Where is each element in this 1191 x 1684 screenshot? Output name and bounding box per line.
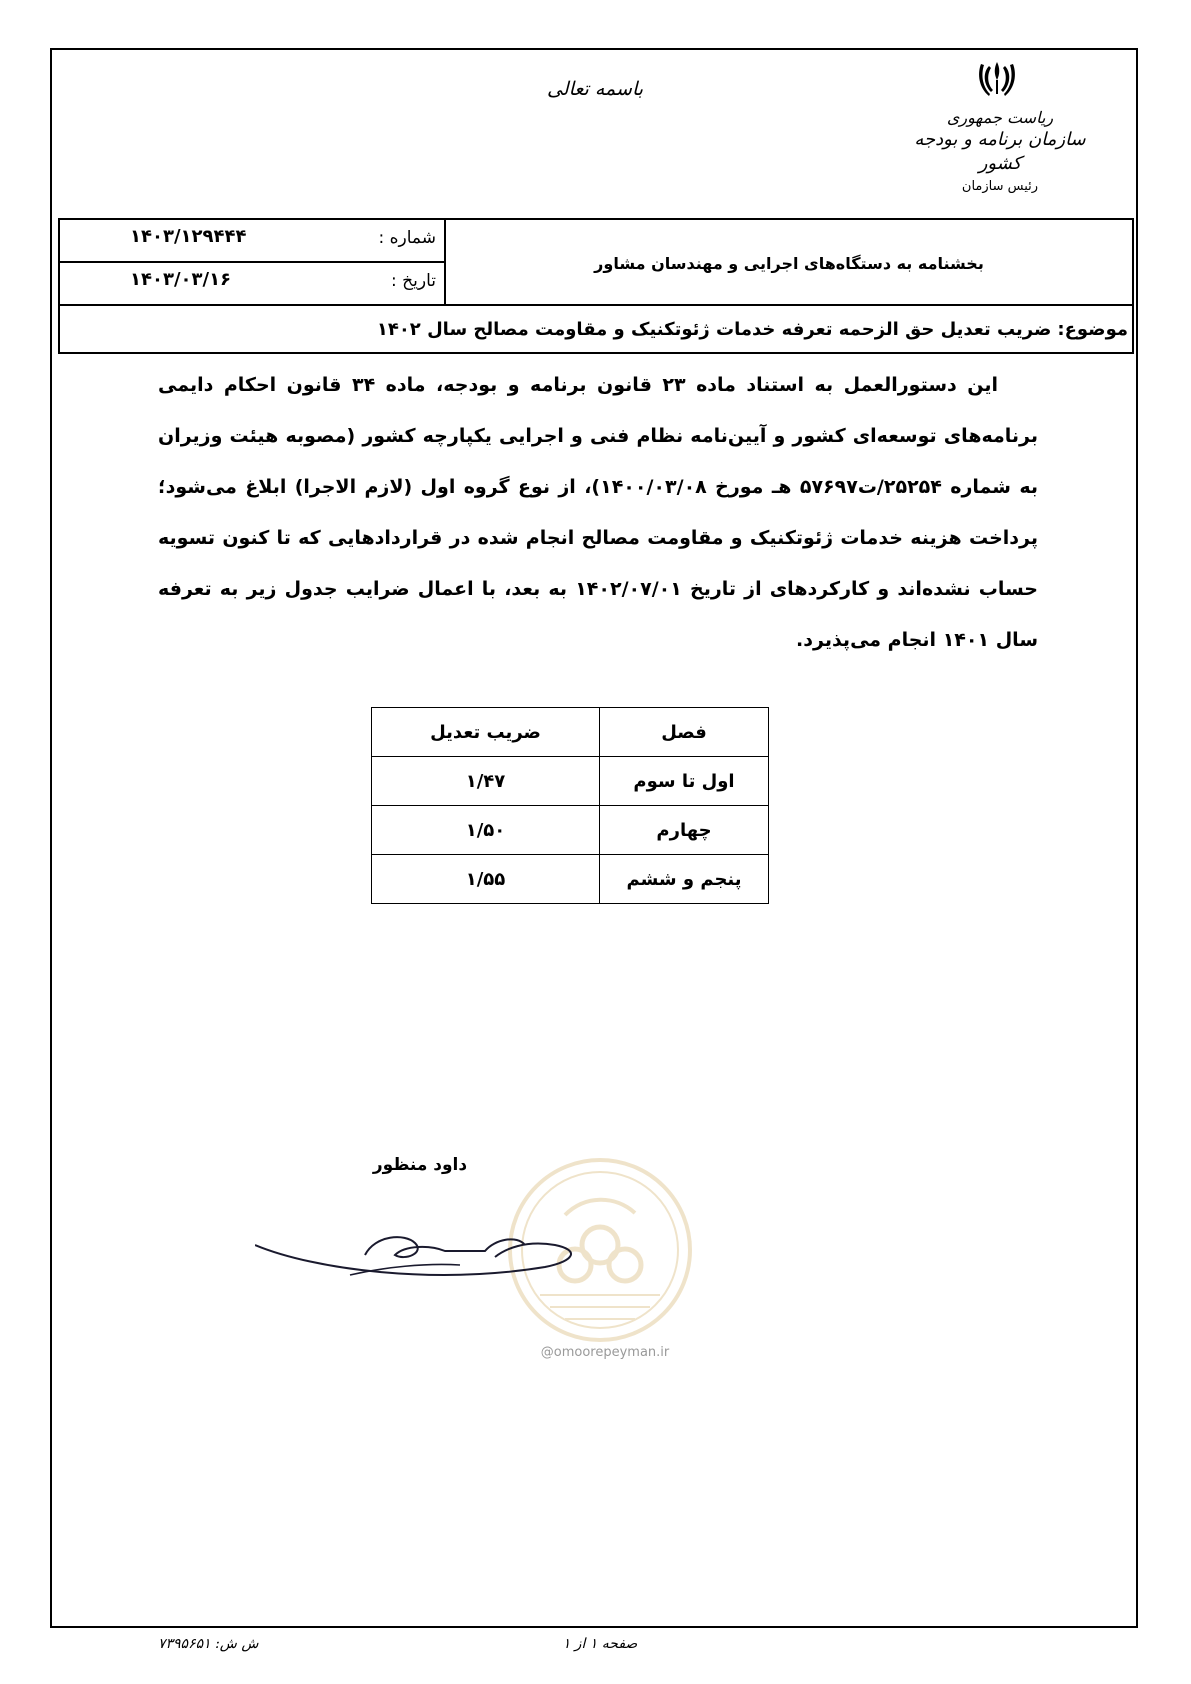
body-paragraph: [158, 360, 1038, 666]
table-row: [372, 806, 769, 855]
table-row: [372, 855, 769, 904]
organization-block: [900, 108, 1100, 198]
recipient-text: بخشنامه به دستگاه‌های اجرایی و مهندسان مشاور: [594, 253, 984, 273]
table-header-row: [372, 708, 769, 757]
date-value: ۱۴۰۳/۰۳/۱۶: [130, 269, 232, 290]
table-cell-coefficient: ۱/۴۷: [372, 757, 600, 806]
iran-emblem-icon: [975, 58, 1019, 102]
table-header-coefficient: ضریب تعدیل: [372, 708, 600, 757]
handwritten-signature: [255, 1215, 585, 1295]
date-label: تاریخ :: [391, 271, 436, 291]
page-number: صفحه ۱ از ۱: [562, 1636, 638, 1652]
subject-row: [60, 306, 1132, 352]
tracking-code: ش ش: ۷۳۹۵۶۵۱: [158, 1636, 259, 1652]
org-name: سازمان برنامه و بودجه کشور: [914, 129, 1086, 174]
header-row: [60, 220, 1132, 306]
signer-name: داود منظور: [372, 1155, 468, 1175]
body-paragraph-text: این دستورالعمل به استناد ماده ۲۳ قانون برنامه و بودجه، ماده ۳۴ قانون احکام دایمی برنامه‌های توسعه‌ای کشور و آیین‌نامه نظام فنی و اجرایی یکپارچه کشور (مصوبه هیئت وزیران به شماره ۲۵۲۵۴/ت۵۷۶۹۷ هـ مورخ ۱۴۰۰/۰۳/۰۸)، از نوع گروه اول (لازم الاجرا) ابلاغ می‌شود؛ پرداخت هزینه خدمات ژئوتکنیک و مقاومت مصالح انجام شده در قراردادهایی که تا کنون تسویه حساب نشده‌اند و کارکردهای از تاریخ ۱۴۰۲/۰۷/۰۱ به بعد، با اعمال ضرایب جدول زیر به تعرفه سال ۱۴۰۱ انجام می‌پذیرد.: [158, 374, 1039, 651]
table-header-section: فصل: [600, 708, 769, 757]
table-cell-section: اول تا سوم: [600, 757, 769, 806]
coefficients-table: [371, 707, 769, 904]
table-cell-coefficient: ۱/۵۵: [372, 855, 600, 904]
subject-label: موضوع:: [1057, 318, 1128, 340]
watermark-url: @omoorepeyman.ir: [540, 1345, 670, 1360]
table-cell-section: چهارم: [600, 806, 769, 855]
number-field: [60, 220, 444, 261]
org-presidency: ریاست جمهوری: [946, 108, 1054, 127]
subject-value: ضریب تعدیل حق الزحمه تعرفه خدمات ژئوتکنیک و مقاومت مصالح سال ۱۴۰۲: [376, 318, 1052, 340]
date-field: [60, 263, 444, 304]
number-value: ۱۴۰۳/۱۲۹۴۴۴: [130, 226, 247, 247]
invocation-text: باسمه تعالی: [546, 78, 644, 100]
number-label: شماره :: [378, 228, 436, 248]
org-head-title: رئیس سازمان: [961, 179, 1039, 194]
table-row: [372, 757, 769, 806]
table-cell-coefficient: ۱/۵۰: [372, 806, 600, 855]
header-table: [58, 218, 1134, 354]
table-cell-section: پنجم و ششم: [600, 855, 769, 904]
header-divider: [444, 220, 446, 306]
